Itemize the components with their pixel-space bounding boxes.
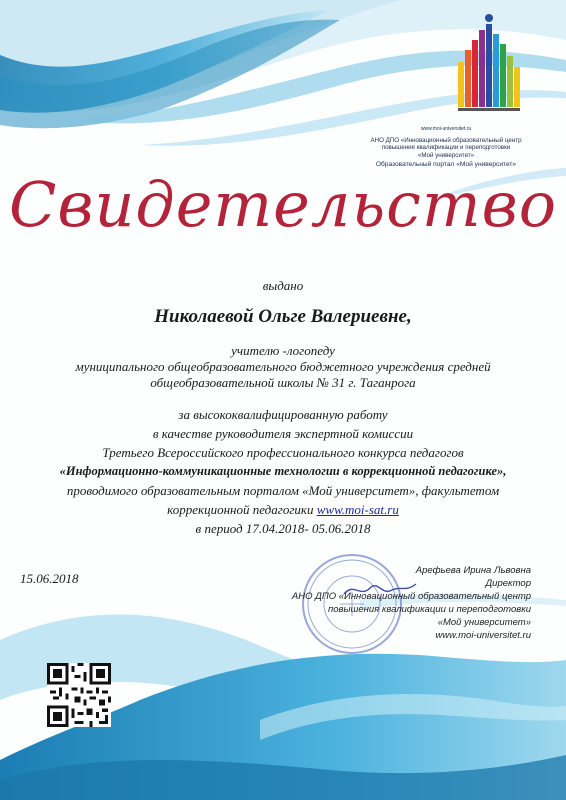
body-block bbox=[0, 405, 566, 538]
body-line-6-text: коррекционной педагогики bbox=[167, 502, 317, 517]
body-line-2: в качестве руководителя экспертной комиссии bbox=[152, 426, 414, 441]
position-block bbox=[0, 343, 566, 391]
faculty-link[interactable]: www.moi-sat.ru bbox=[316, 502, 399, 517]
qr-code-icon bbox=[47, 663, 111, 727]
signer-name: Арефьева Ирина Львовна bbox=[415, 565, 531, 576]
issue-date: 15.06.2018 bbox=[20, 571, 79, 586]
logo-caption bbox=[346, 126, 546, 169]
certificate-title: Свидетельство bbox=[8, 168, 558, 241]
position-line-3: общеобразовательной школы № 31 г. Таганрога bbox=[150, 375, 416, 390]
signer-org-1: АНО ДПО «Инновационный образовательный центр bbox=[291, 591, 531, 602]
issued-label: выдано bbox=[262, 278, 304, 293]
logo-icon bbox=[448, 12, 528, 120]
signer-org-2: повышения квалификации и переподготовки bbox=[328, 604, 531, 615]
position-line-1: учителю -логопеду bbox=[231, 343, 335, 358]
body-line-3: Третьего Всероссийского профессионального конкурса педагогов bbox=[102, 445, 464, 460]
position-line-2: муниципального общеобразовательного бюджетного учреждения средней bbox=[75, 359, 491, 374]
logo-url: www.moi-universitet.ru bbox=[420, 126, 472, 132]
period: в период 17.04.2018- 05.06.2018 bbox=[195, 521, 371, 536]
recipient-name: Николаевой Ольге Валериевне, bbox=[154, 306, 412, 327]
body-line-6 bbox=[0, 500, 566, 519]
signer-org-3: «Мой университет» bbox=[437, 617, 531, 628]
logo-portal: Образовательный портал «Мой университет» bbox=[375, 161, 517, 168]
body-line-1: за высококвалифицированную работу bbox=[178, 407, 388, 422]
body-line-5: проводимого образовательным порталом «Мой университет», факультетом bbox=[66, 483, 500, 498]
logo-line-3: «Мой университет» bbox=[417, 151, 475, 159]
contest-name: «Информационно-коммуникационные технологии в коррекционной педагогике», bbox=[59, 464, 507, 478]
signer-role: Директор bbox=[485, 578, 531, 589]
logo-line-2: повышения квалификации и переподготовки bbox=[381, 144, 511, 151]
logo-line-1: АНО ДПО «Инновационный образовательный центр bbox=[370, 136, 522, 144]
signature-block bbox=[281, 564, 531, 642]
signer-url: www.moi-universitet.ru bbox=[435, 630, 531, 641]
